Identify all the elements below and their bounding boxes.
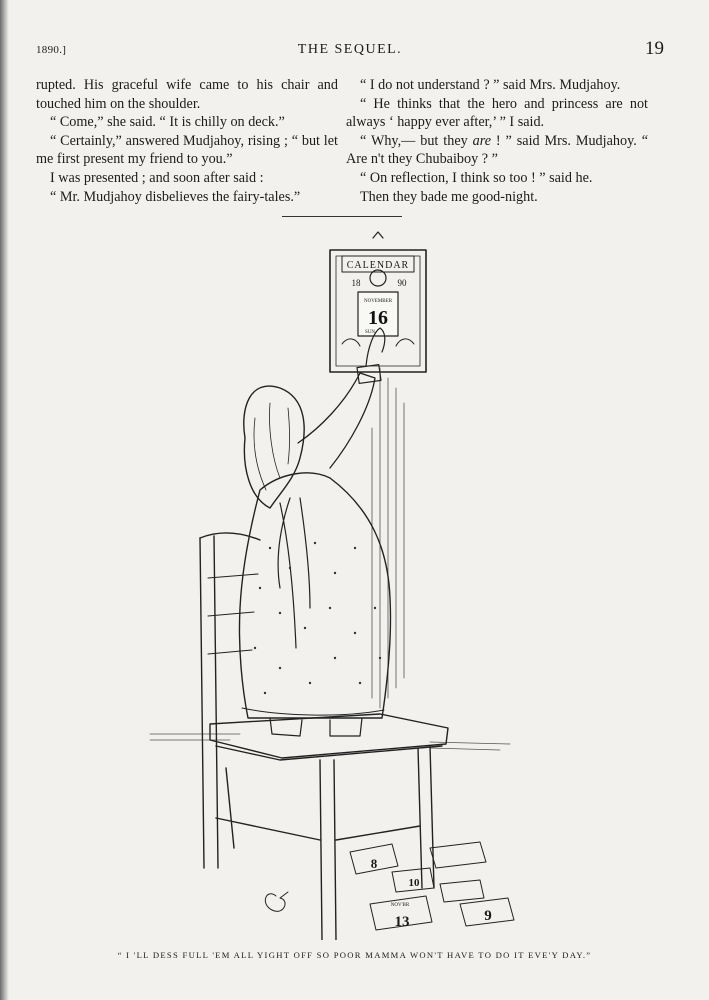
paragraph: Then they bade me good-night. <box>360 188 538 205</box>
fallen-page-number: 13 <box>394 914 410 930</box>
page-number: 19 <box>645 38 664 59</box>
running-head-date: 1890.] <box>36 44 67 56</box>
calendar-day: 16 <box>368 307 388 329</box>
girl-figure <box>239 328 390 736</box>
page-edge <box>0 0 9 1000</box>
calendar-weekday: SUN <box>364 330 376 335</box>
illustration-caption: “ I 'LL DESS FULL 'EM ALL YIGHT OFF SO POOR MAMMA WON'T HAVE TO DO IT EVE'Y DAY.” <box>117 950 592 960</box>
fallen-page-number: 9 <box>484 908 492 924</box>
paragraph: “ I do not understand ? ” said Mrs. Mudjahoy. <box>360 77 621 93</box>
paragraph: “ Mr. Mudjahoy disbelieves the fairy-tales.” <box>50 188 301 205</box>
right-column <box>346 76 648 206</box>
calendar-title: CALENDAR <box>346 260 410 271</box>
paragraph <box>346 132 648 169</box>
calendar-month: NOVEMBER <box>363 299 393 304</box>
section-divider <box>282 216 402 217</box>
wall-shading <box>150 368 510 750</box>
illustration <box>130 228 550 940</box>
paragraph: “ Come,” she said. “ It is chilly on deck.” <box>50 114 285 131</box>
calendar-year-left: 18 <box>351 278 361 288</box>
text-run: “ Why,— but they <box>360 132 473 149</box>
fallen-page-month: NOV'BR <box>390 903 410 908</box>
paragraph: I was presented ; and soon after said : <box>50 169 264 186</box>
paragraph: “ On reflection, I think so too ! ” said he. <box>360 169 593 186</box>
emphasis: are <box>472 132 492 149</box>
fallen-page-number: 8 <box>370 856 378 871</box>
running-head-title: THE SEQUEL. <box>297 42 403 57</box>
left-column <box>36 76 338 206</box>
text-run: ! ” said Mrs. Mudjahoy. “ Are n't they Chubaiboy ? ” <box>346 132 648 168</box>
artist-monogram <box>265 892 288 911</box>
paragraph: rupted. His graceful wife came to his chair and touched him on the shoulder. <box>36 77 338 112</box>
fallen-page-number: 10 <box>408 877 420 889</box>
calendar-year-right: 90 <box>397 278 407 288</box>
paragraph: “ Certainly,” answered Mudjahoy, rising ; “ but let me first present my friend to you.” <box>36 132 338 168</box>
running-head <box>36 38 664 64</box>
paragraph: “ He thinks that the hero and princess are not always ‘ happy ever after,’ ” I said. <box>346 95 648 131</box>
